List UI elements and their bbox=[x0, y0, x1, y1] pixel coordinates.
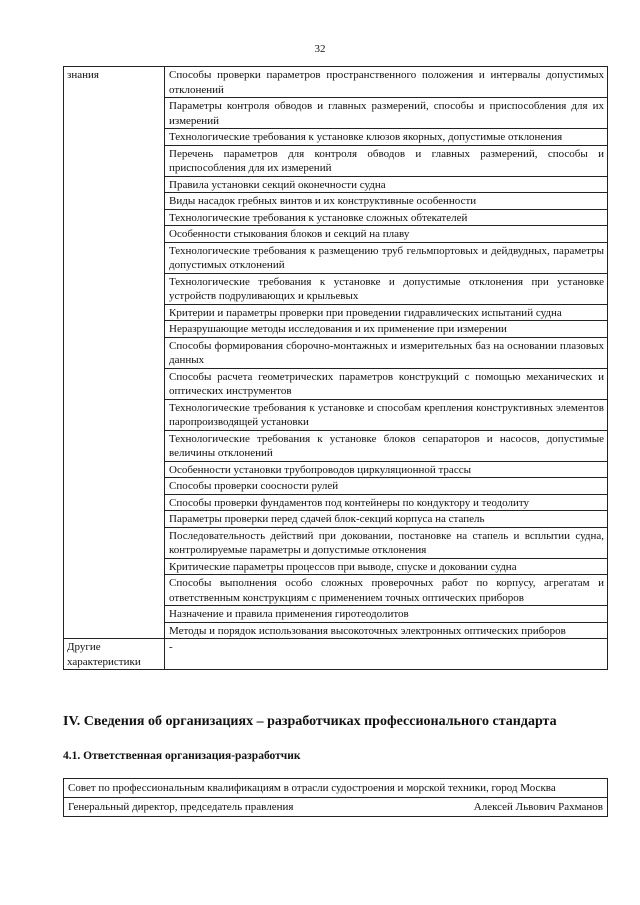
knowledge-item: Последовательность действий при доковании, постановке на стапель и всплытии судна, контролируемые параметры и допустимые отклонения bbox=[165, 527, 608, 558]
knowledge-item: Правила установки секций оконечности судна bbox=[165, 176, 608, 193]
label-other-characteristics: Другие характеристики bbox=[64, 639, 165, 670]
knowledge-item: Технологические требования к размещению труб гельмпортовых и дейдвудных, параметры допустимых отклонений bbox=[165, 242, 608, 273]
knowledge-item: Способы проверки соосности рулей bbox=[165, 478, 608, 495]
org-position: Генеральный директор, председатель правления bbox=[68, 801, 294, 813]
knowledge-item: Перечень параметров для контроля обводов и главных размерений, способы и приспособления для их измерений bbox=[165, 145, 608, 176]
knowledge-item: Способы проверки фундаментов под контейнеры по кондуктору и теодолиту bbox=[165, 494, 608, 511]
knowledge-item: Особенности стыкования блоков и секций на плаву bbox=[165, 226, 608, 243]
org-name: Совет по профессиональным квалификациям в отрасли судостроения и морской техники, город Москва bbox=[64, 779, 608, 798]
other-characteristics-value: - bbox=[165, 639, 608, 670]
org-signatory bbox=[64, 798, 608, 817]
page-number: 32 bbox=[314, 43, 326, 55]
knowledge-item: Критерии и параметры проверки при проведении гидравлических испытаний судна bbox=[165, 304, 608, 321]
knowledge-item: Виды насадок гребных винтов и их конструктивные особенности bbox=[165, 193, 608, 210]
knowledge-row bbox=[64, 67, 608, 98]
org-person: Алексей Львович Рахманов bbox=[473, 801, 603, 813]
other-row bbox=[64, 639, 608, 670]
knowledge-item: Методы и порядок использования высокоточных электронных оптических приборов bbox=[165, 622, 608, 639]
knowledge-item: Параметры контроля обводов и главных размерений, способы и приспособления для их измерений bbox=[165, 98, 608, 129]
section-title: IV. Сведения об организациях – разработчиках профессионального стандарта bbox=[63, 714, 557, 729]
org-table bbox=[63, 778, 608, 817]
knowledge-item: Критические параметры процессов при выводе, спуске и доковании судна bbox=[165, 558, 608, 575]
subsection-title: 4.1. Ответственная организация-разработчик bbox=[63, 750, 301, 762]
knowledge-item: Технологические требования к установке сложных обтекателей bbox=[165, 209, 608, 226]
knowledge-item: Способы расчета геометрических параметров конструкций с помощью механических и оптических инструментов bbox=[165, 368, 608, 399]
knowledge-item: Способы выполнения особо сложных проверочных работ по корпусу, агрегатам и ответственным конструкциям с применением точных оптических приборов bbox=[165, 575, 608, 606]
knowledge-item: Неразрушающие методы исследования и их применение при измерении bbox=[165, 321, 608, 338]
knowledge-item: Параметры проверки перед сдачей блок-секций корпуса на стапель bbox=[165, 511, 608, 528]
knowledge-item: Технологические требования к установке и допустимые отклонения при установке устройств подруливающих и крыльевых bbox=[165, 273, 608, 304]
label-knowledge: знания bbox=[64, 67, 165, 639]
knowledge-table bbox=[63, 66, 608, 670]
knowledge-item: Назначение и правила применения гиротеодолитов bbox=[165, 606, 608, 623]
knowledge-item: Особенности установки трубопроводов циркуляционной трассы bbox=[165, 461, 608, 478]
knowledge-item: Способы проверки параметров пространственного положения и интервалы допустимых отклонений bbox=[165, 67, 608, 98]
knowledge-item: Способы формирования сборочно-монтажных и измерительных баз на основании плазовых данных bbox=[165, 337, 608, 368]
knowledge-item: Технологические требования к установке и способам крепления конструктивных элементов паропроизводящей установки bbox=[165, 399, 608, 430]
knowledge-item: Технологические требования к установке блоков сепараторов и насосов, допустимые величины отклонений bbox=[165, 430, 608, 461]
knowledge-item: Технологические требования к установке клюзов якорных, допустимые отклонения bbox=[165, 129, 608, 146]
